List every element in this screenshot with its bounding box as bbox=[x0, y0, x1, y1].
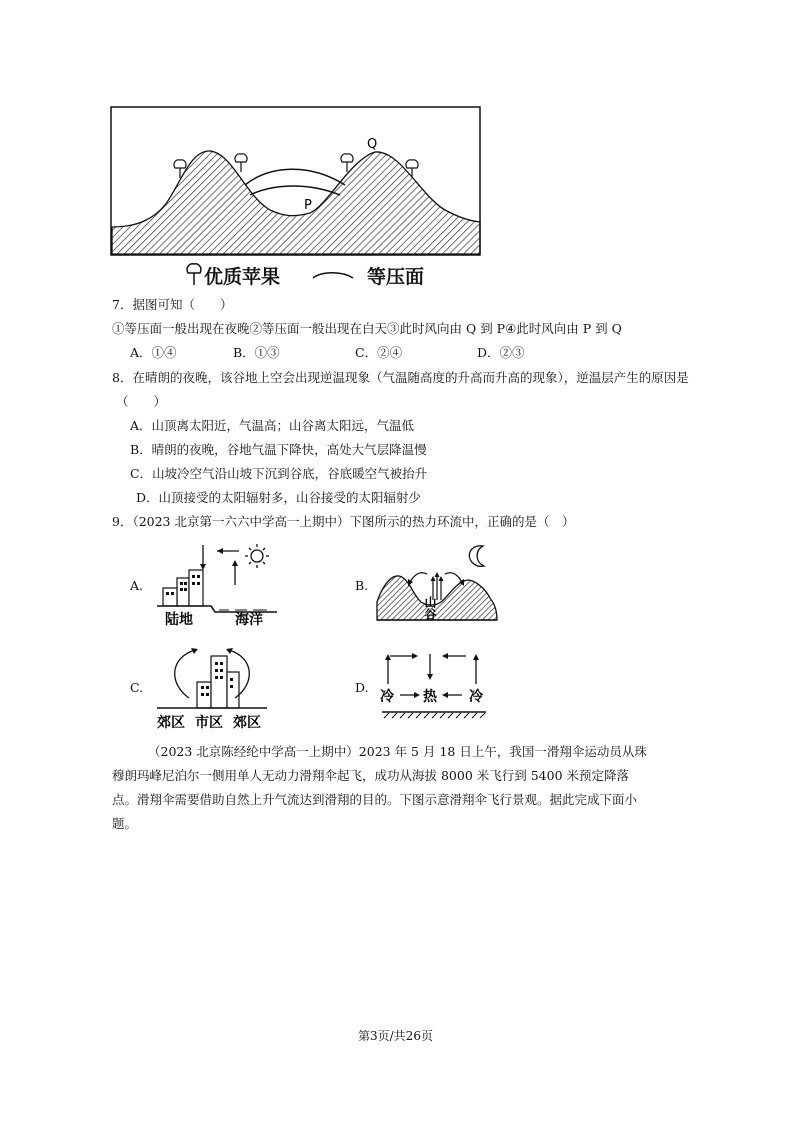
q8-option-c[interactable]: C．山坡冷空气沿山坡下沉到谷底，谷底暖空气被抬升 bbox=[130, 466, 428, 481]
diagram-b-valley[interactable] bbox=[375, 540, 500, 625]
page-number: 第3页/共26页 bbox=[358, 1029, 433, 1043]
q9-option-b-letter[interactable]: B. bbox=[355, 578, 369, 593]
label-urban: 市区 bbox=[195, 715, 223, 731]
q7-option-d[interactable]: D．②③ bbox=[477, 345, 525, 360]
label-q: Q bbox=[367, 137, 378, 152]
q8-option-d[interactable]: D．山顶接受的太阳辐射多，山谷接受的太阳辐射少 bbox=[136, 490, 422, 505]
diagram-c-urban-heat[interactable] bbox=[155, 638, 270, 733]
q7-option-a[interactable]: A．①④ bbox=[130, 345, 177, 360]
q9-stem: 9．（2023 北京第一六六中学高一上期中）下图所示的热力环流中，正确的是（ ） bbox=[112, 514, 575, 529]
sun-icon bbox=[245, 544, 269, 568]
label-valley: 山谷 bbox=[423, 596, 437, 620]
diagram-d-cold-hot[interactable] bbox=[380, 650, 490, 720]
q8-stem-continued: （ ） bbox=[116, 394, 167, 409]
label-hot: 热 bbox=[423, 689, 437, 705]
q7-stem: 7．据图可知（ ） bbox=[112, 297, 233, 312]
q7-statements: ①等压面一般出现在夜晚②等压面一般出现在白天③此时风向由 Q 到 P④此时风向由 P 到 Q bbox=[112, 321, 622, 336]
q9-option-a-letter[interactable]: A. bbox=[130, 578, 144, 593]
q7-option-b[interactable]: B．①③ bbox=[233, 345, 280, 360]
q9-option-c-letter[interactable]: C. bbox=[130, 680, 144, 695]
legend-isobar-label: 等压面 bbox=[367, 266, 425, 288]
q9-option-d-letter[interactable]: D. bbox=[355, 680, 369, 695]
q8-option-b[interactable]: B．晴朗的夜晚，谷地气温下降快，高处大气层降温慢 bbox=[130, 442, 427, 457]
label-cold-right: 冷 bbox=[469, 689, 483, 705]
moon-icon bbox=[469, 546, 484, 567]
diagram-a-land-sea[interactable] bbox=[155, 540, 280, 628]
label-sea: 海洋 bbox=[235, 612, 263, 628]
valley-isobar-figure bbox=[110, 105, 482, 257]
apple-legend-icon bbox=[186, 262, 202, 286]
label-land: 陆地 bbox=[165, 612, 193, 628]
legend-apple-label: 优质苹果 bbox=[204, 266, 281, 288]
label-cold-left: 冷 bbox=[380, 689, 394, 705]
q8-stem: 8．在晴朗的夜晚，该谷地上空会出现逆温现象（气温随高度的升高而升高的现象），逆温层产生的原因是 bbox=[112, 370, 689, 385]
label-suburb-left: 郊区 bbox=[157, 715, 185, 731]
label-suburb-right: 郊区 bbox=[233, 715, 261, 731]
q8-option-a[interactable]: A．山顶离太阳近，气温高；山谷离太阳远，气温低 bbox=[130, 418, 415, 433]
label-p: P bbox=[304, 198, 312, 213]
passage-paragraph: （2023 北京陈经纶中学高一上期中）2023 年 5 月 18 日上午，我国一滑翔伞运动员从珠穆朗玛峰尼泊尔一侧用单人无动力滑翔伞起飞，成功从海拔 8000 米飞行到 5400 米预定降落点。滑翔伞需要借助自然上升气流达到滑翔的目的。下图示意滑翔伞飞行景观。据此完成下面小题。 bbox=[112, 744, 647, 831]
isobar-legend-line bbox=[312, 268, 354, 282]
q7-option-c[interactable]: C．②④ bbox=[355, 345, 403, 360]
